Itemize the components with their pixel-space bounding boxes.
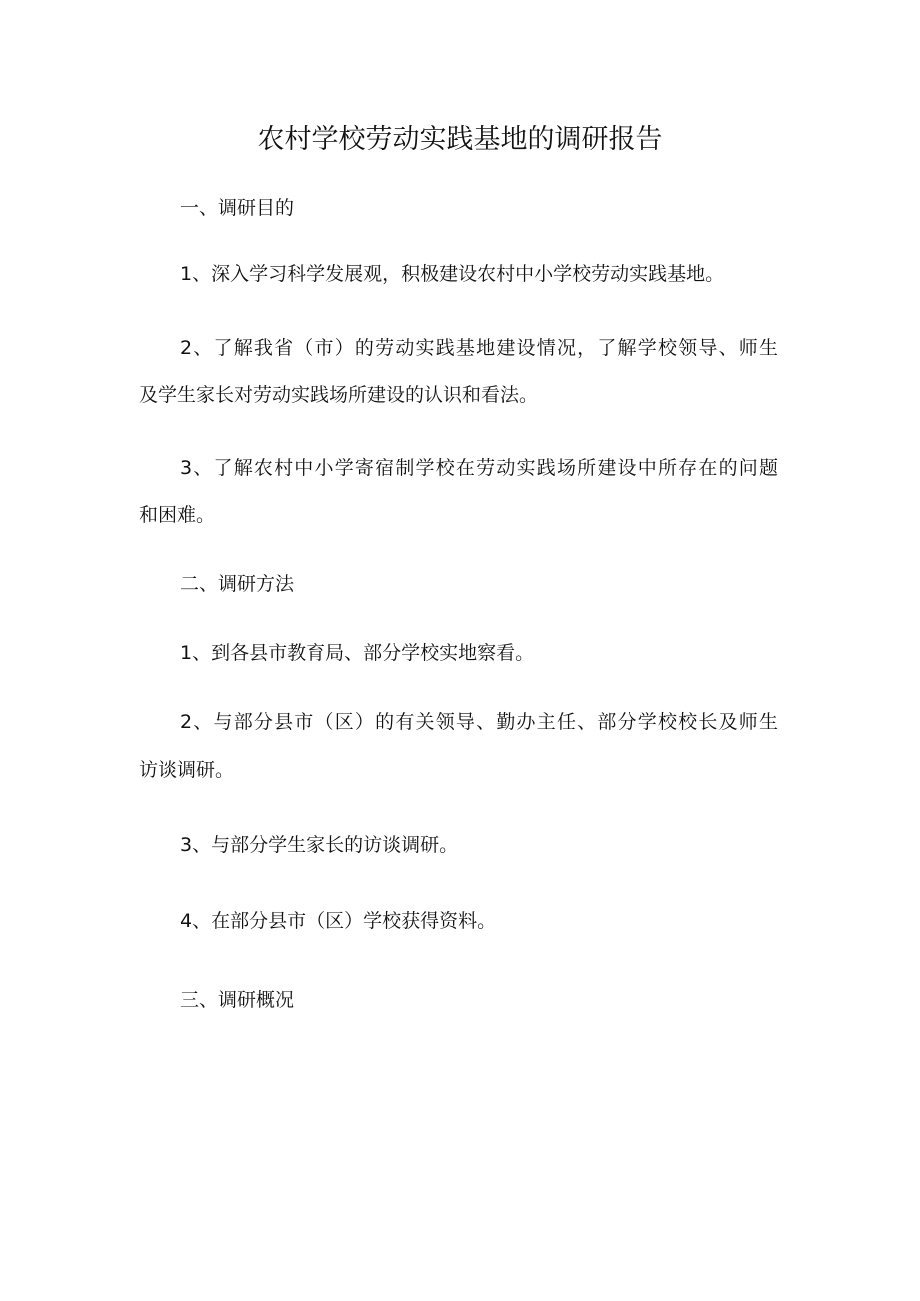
char: 有 [395, 711, 415, 733]
char: 解 [617, 337, 637, 359]
char: 中 [637, 457, 657, 479]
char: 的 [718, 457, 738, 479]
char: 动 [395, 337, 415, 359]
purpose-item-2-line-1 [180, 336, 778, 360]
char: 校 [678, 711, 698, 733]
char: 了 [213, 457, 233, 479]
char: 导 [455, 711, 475, 733]
char: 在 [698, 457, 718, 479]
char: 生 [758, 711, 778, 733]
methods-item-2-line-1 [180, 710, 778, 734]
methods-item-2-line-2: 访谈调研。 [139, 759, 235, 781]
char: 校 [657, 337, 677, 359]
section-heading-purpose: 一、调研目的 [180, 197, 295, 219]
char: 设 [516, 337, 536, 359]
methods-item-1: 1、到各县市教育局、部分学校实地察看。 [180, 642, 535, 664]
char: 宿 [375, 457, 395, 479]
char: 情 [536, 337, 556, 359]
char: 、 [193, 337, 213, 359]
char: 动 [496, 457, 516, 479]
methods-item-2-line-1-text [180, 710, 778, 734]
char: 地 [476, 337, 496, 359]
char: 及 [718, 711, 738, 733]
char: 、 [193, 711, 213, 733]
section-heading-methods: 二、调研方法 [180, 573, 295, 595]
purpose-item-3-line-2: 和困难。 [139, 504, 216, 526]
document-title: 农村学校劳动实践基地的调研报告 [257, 124, 663, 155]
char: 实 [415, 337, 435, 359]
methods-item-3: 3、与部分学生家长的访谈调研。 [180, 834, 459, 856]
purpose-item-1: 1、深入学习科学发展观，积极建设农村中小学校劳动实践基地。 [180, 263, 725, 285]
char: 主 [536, 711, 556, 733]
purpose-item-2-line-1-text [180, 336, 778, 360]
char: 解 [233, 457, 253, 479]
char: 劳 [375, 337, 395, 359]
methods-item-4: 4、在部分县市（区）学校获得资料。 [180, 910, 497, 932]
char: 市 [294, 711, 314, 733]
section-heading-overview: 三、调研概况 [180, 989, 295, 1011]
char: 生 [758, 337, 778, 359]
char: 3 [180, 457, 193, 479]
char: ， [577, 337, 597, 359]
char: 分 [253, 711, 273, 733]
char: 所 [577, 457, 597, 479]
char: 问 [738, 457, 758, 479]
char: 小 [314, 457, 334, 479]
char: 师 [738, 711, 758, 733]
char: 解 [233, 337, 253, 359]
char: 部 [233, 711, 253, 733]
char: 2 [180, 711, 193, 733]
char: 学 [637, 337, 657, 359]
char: 设 [617, 457, 637, 479]
char: 所 [657, 457, 677, 479]
char: 了 [213, 337, 233, 359]
char: 学 [637, 711, 657, 733]
char: 农 [253, 457, 273, 479]
char: 导 [698, 337, 718, 359]
char: 、 [577, 711, 597, 733]
char: 部 [597, 711, 617, 733]
char: 实 [516, 457, 536, 479]
char: （ [314, 711, 334, 733]
char: 制 [395, 457, 415, 479]
char: 、 [193, 457, 213, 479]
char: 劳 [476, 457, 496, 479]
char: 践 [435, 337, 455, 359]
purpose-item-2-line-2: 及学生家长对劳动实践场所建设的认识和看法。 [139, 384, 539, 406]
char: 、 [718, 337, 738, 359]
char: 任 [556, 711, 576, 733]
char: 存 [678, 457, 698, 479]
char: 2 [180, 337, 193, 359]
char: 践 [536, 457, 556, 479]
char: 建 [597, 457, 617, 479]
char: 市 [314, 337, 334, 359]
char: 况 [556, 337, 576, 359]
purpose-item-3-line-1 [180, 456, 778, 480]
char: 学 [415, 457, 435, 479]
char: 建 [496, 337, 516, 359]
char: 区 [334, 711, 354, 733]
char: 村 [274, 457, 294, 479]
char: （ [294, 337, 314, 359]
char: 师 [738, 337, 758, 359]
char: 分 [617, 711, 637, 733]
char: 的 [375, 711, 395, 733]
purpose-item-3-line-1-text [180, 456, 778, 480]
char: 办 [516, 711, 536, 733]
char: ） [354, 711, 374, 733]
char: 场 [556, 457, 576, 479]
char: 题 [758, 457, 778, 479]
char: 关 [415, 711, 435, 733]
char: 与 [213, 711, 233, 733]
char: 省 [274, 337, 294, 359]
char: 的 [354, 337, 374, 359]
char: 勤 [496, 711, 516, 733]
char: 在 [455, 457, 475, 479]
char: 我 [253, 337, 273, 359]
char: 校 [435, 457, 455, 479]
char: 学 [334, 457, 354, 479]
char: 寄 [354, 457, 374, 479]
char: 县 [274, 711, 294, 733]
char: 长 [698, 711, 718, 733]
char: ） [334, 337, 354, 359]
char: 中 [294, 457, 314, 479]
char: 校 [657, 711, 677, 733]
char: 了 [597, 337, 617, 359]
char: 领 [678, 337, 698, 359]
char: 基 [455, 337, 475, 359]
char: 、 [476, 711, 496, 733]
char: 领 [435, 711, 455, 733]
